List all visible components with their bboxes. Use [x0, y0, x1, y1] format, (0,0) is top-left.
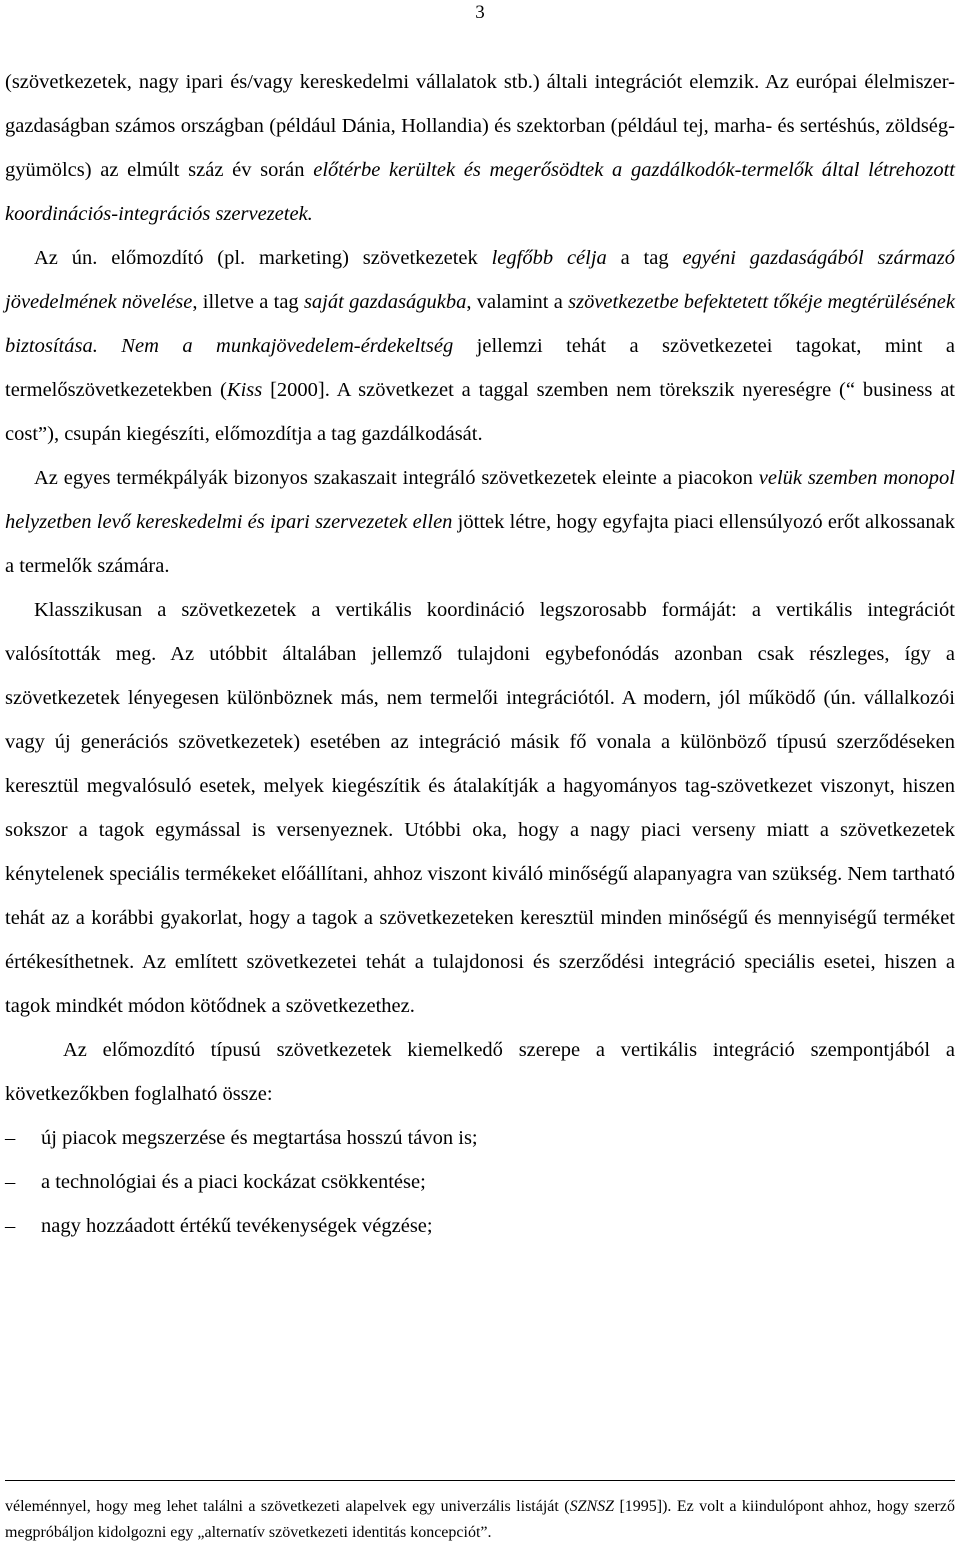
paragraph-product-chains	[5, 456, 955, 588]
footnote-text: véleménnyel, hogy meg lehet találni a szövetkezeti alapelvek egy univerzális listáját (	[5, 1498, 570, 1515]
paragraph-italic-text: saját gazdaságukba	[303, 291, 467, 313]
list-item-text: a technológiai és a piaci kockázat csökkentése;	[41, 1171, 426, 1193]
paragraph-text: , illetve a tag	[192, 291, 304, 313]
paragraph-text: Az egyes termékpályák bizonyos szakaszait integráló szövetkezetek eleinte a piacokon	[34, 467, 759, 489]
document-body	[5, 60, 955, 1248]
dash-bullet-icon: –	[5, 1171, 16, 1193]
list-item	[5, 1160, 955, 1204]
paragraph-summary-intro: Az előmozdító típusú szövetkezetek kiemelkedő szerepe a vertikális integráció szempontjából a következőkben foglalható össze:	[5, 1039, 955, 1105]
paragraph-text: (szövetkezetek, nagy ipari és/vagy kereskedelmi vállalatok stb.) általi integrációt elemzik. Az európai élelmiszer-gazdaságban számos országban (például Dánia, Hollandia) és szektorban (például tej, marha- és sertéshús, zöldség-gyümölcs) az elmúlt száz év során	[5, 71, 955, 181]
list-item	[5, 1116, 955, 1160]
footnote-citation: SZNSZ	[569, 1498, 615, 1515]
footnote	[5, 1494, 955, 1546]
role-list	[5, 1116, 955, 1248]
paragraph-text: jellemzi tehát a szövetkezetei tagokat, mint a termelőszövetkezetekben (	[5, 335, 955, 401]
footnote-text: [1995]). Ez volt a kiindulópont ahhoz, hogy szerző megpróbáljon kidolgozni egy „alternatív szövetkezeti identitás koncepciót”.	[5, 1498, 955, 1541]
footnote-divider	[5, 1480, 955, 1481]
paragraph-italic-text: előtérbe kerültek és megerősödtek a gazdálkodók-termelők által létrehozott koordinációs-integrációs szervezetek.	[5, 159, 955, 225]
paragraph-integration-intro	[5, 60, 955, 236]
paragraph-italic-text: egyéni gazdaságából származó jövedelmének növelése	[5, 247, 955, 313]
paragraph-italic-text: velük szemben monopol helyzetben levő kereskedelmi és ipari szervezetek ellen	[5, 467, 955, 533]
paragraph-text: Az ún. előmozdító (pl. marketing) szövetkezetek	[34, 247, 492, 269]
list-item-text: új piacok megszerzése és megtartása hosszú távon is;	[41, 1127, 478, 1149]
page-number-text: 3	[475, 2, 485, 23]
paragraph-text: a tag	[606, 247, 683, 269]
page-number	[0, 2, 960, 24]
list-item-text: nagy hozzáadott értékű tevékenységek végzése;	[41, 1215, 433, 1237]
dash-bullet-icon: –	[5, 1127, 16, 1149]
paragraph-italic-text: szövetkezetbe befektetett tőkéje megtérülésének biztosítása. Nem a munkajövedelem-érdekeltség	[5, 291, 955, 357]
list-item	[5, 1204, 955, 1248]
paragraph-text: , valamint a	[466, 291, 569, 313]
paragraph-text: [2000]. A szövetkezet a taggal szemben nem törekszik nyereségre (“ business at cost”), csupán kiegészíti, előmozdítja a tag gazdálkodását.	[5, 379, 956, 445]
paragraph-promoting-cooperatives	[5, 236, 955, 456]
paragraph-vertical-coordination: Klasszikusan a szövetkezetek a vertikális koordináció legszorosabb formáját: a vertikális integrációt valósították meg. Az utóbbit általában jellemző tulajdoni egybefonódás azonban csak részleges, így a szövetkezetek lényegesen különböznek más, nem termelői integrációtól. A modern, jól működő (ún. vállalkozói vagy új generációs szövetkezetek) esetében az integráció másik fő vonala a különböző típusú szerződéseken keresztül megvalósuló esetek, melyek kiegészítik és átalakítják a hagyományos tag-szövetkezet viszonyt, hiszen sokszor a tagok egymással is versenyeznek. Utóbbi oka, hogy a nagy piaci verseny miatt a szövetkezetek kénytelenek speciális termékeket előállítani, ahhoz viszont kiváló minőségű alapanyagra van szükség. Nem tartható tehát az a korábbi gyakorlat, hogy a tagok a szövetkezeteken keresztül minden minőségű és mennyiségű terméket értékesíthetnek. Az említett szövetkezetei tehát a tulajdonosi és szerződési integráció speciális esetei, hiszen a tagok mindkét módon kötődnek a szövetkezethez.	[5, 599, 955, 1017]
paragraph-text: jöttek létre, hogy egyfajta piaci ellensúlyozó erőt alkossanak a termelők számára.	[5, 511, 955, 577]
dash-bullet-icon: –	[5, 1215, 16, 1237]
citation-author: Kiss	[226, 379, 263, 401]
paragraph-italic-text: legfőbb célja	[491, 247, 607, 269]
